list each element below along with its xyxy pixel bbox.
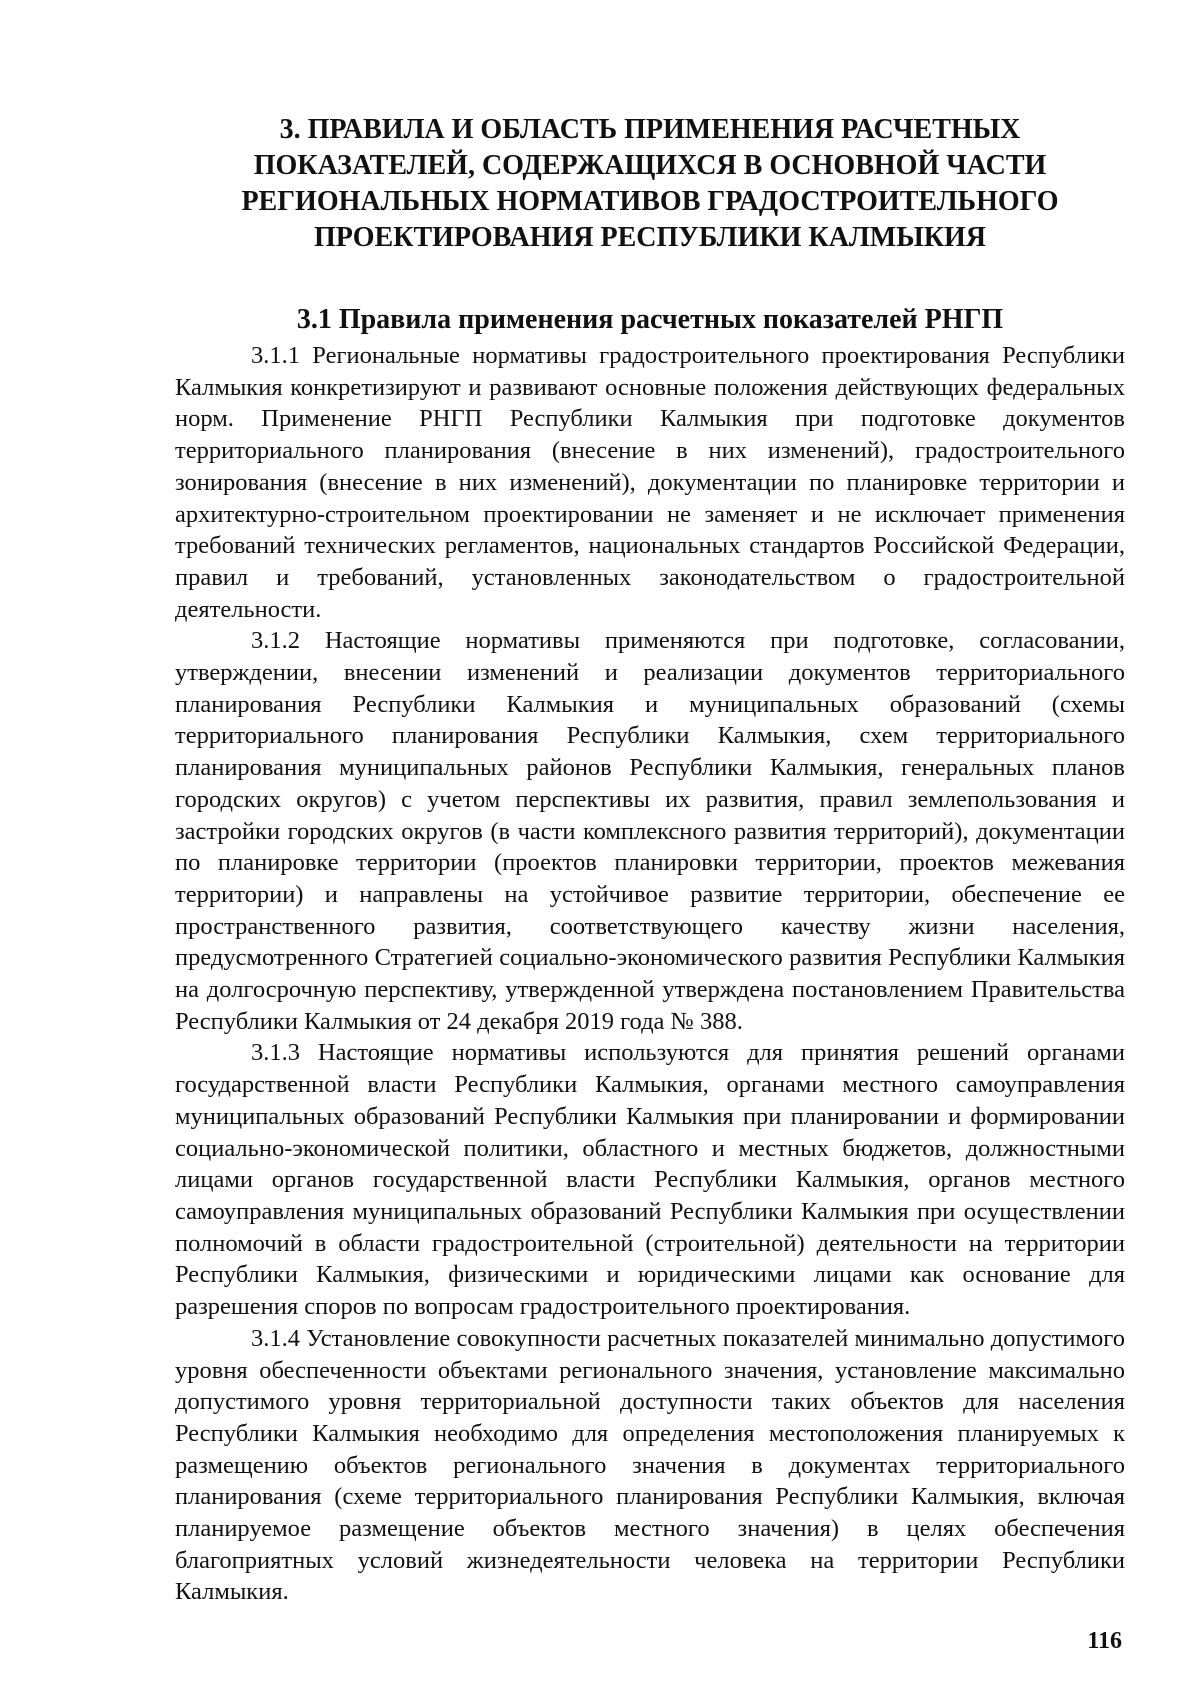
paragraph-3-1-4: 3.1.4 Установление совокупности расчетных показателей минимально допустимого уровня обеспеченности объектами регионального значения, установление максимально допустимого уровня территориальной доступности таких объектов для населения Республики Калмыкия необходимо для определения местоположения планируемых к размещению объектов регионального значения в документах территориального планирования (схеме территориального планирования Республики Калмыкия, включая планируемое размещение объектов местного значения) в целях обеспечения благоприятных условий жизнедеятельности человека на территории Республики Калмыкия. [175,1324,1125,1606]
paragraph-3-1-3: 3.1.3 Настоящие нормативы используются для принятия решений органами государственной власти Республики Калмыкия, органами местного самоуправления муниципальных образований Республики Калмыкия при планировании и формировании социально-экономической политики, областного и местных бюджетов, должностными лицами органов государственной власти Республики Калмыкия, органов местного самоуправления муниципальных образований Республики Калмыкия при осуществлении полномочий в области градостроительной (строительной) деятельности на территории Республики Калмыкия, физическими и юридическими лицами как основание для разрешения споров по вопросам градостроительного проектирования. [175,1039,1125,1321]
section-title: 3.1 Правила применения расчетных показателей РНГП [296,304,1004,335]
paragraph-3-1-1: 3.1.1 Региональные нормативы градостроительного проектирования Республики Калмыкия конкретизируют и развивают основные положения действующих федеральных норм. Применение РНГП Республики Калмыкия при подготовке документов территориального планирования (внесение в них изменений), градостроительного зонирования (внесение в них изменений), документации по планировке территории и архитектурно-строительном проектировании не заменяет и не исключает применения требований технических регламентов, национальных стандартов Российской Федерации, правил и требований, установленных законодательством о градостроительной деятельности. [175,342,1125,623]
body-text [175,340,1125,1608]
page-number: 116 [1087,1628,1122,1654]
chapter-title: 3. ПРАВИЛА И ОБЛАСТЬ ПРИМЕНЕНИЯ РАСЧЕТНЫХ ПОКАЗАТЕЛЕЙ, СОДЕРЖАЩИХСЯ В ОСНОВНОЙ ЧАСТИ РЕГИОНАЛЬНЫХ НОРМАТИВОВ ГРАДОСТРОИТЕЛЬНОГО ПРОЕКТИРОВАНИЯ РЕСПУБЛИКИ КАЛМЫКИЯ [241,114,1059,253]
paragraph-3-1-2: 3.1.2 Настоящие нормативы применяются при подготовке, согласовании, утверждении, внесении изменений и реализации документов территориального планирования Республики Калмыкия и муниципальных образований (схемы территориального планирования Республики Калмыкия, схем территориального планирования муниципальных районов Республики Калмыкия, генеральных планов городских округов) с учетом перспективы их развития, правил землепользования и застройки городских округов (в части комплексного развития территорий), документации по планировке территории (проектов планировки территории, проектов межевания территории) и направлены на устойчивое развитие территории, обеспечение ее пространственного развития, соответствующего качеству жизни населения, предусмотренного Стратегией социально-экономического развития Республики Калмыкия на долгосрочную перспективу, утвержденной утверждена постановлением Правительства Республики Калмыкия от 24 декабря 2019 года № 388. [175,627,1125,1035]
